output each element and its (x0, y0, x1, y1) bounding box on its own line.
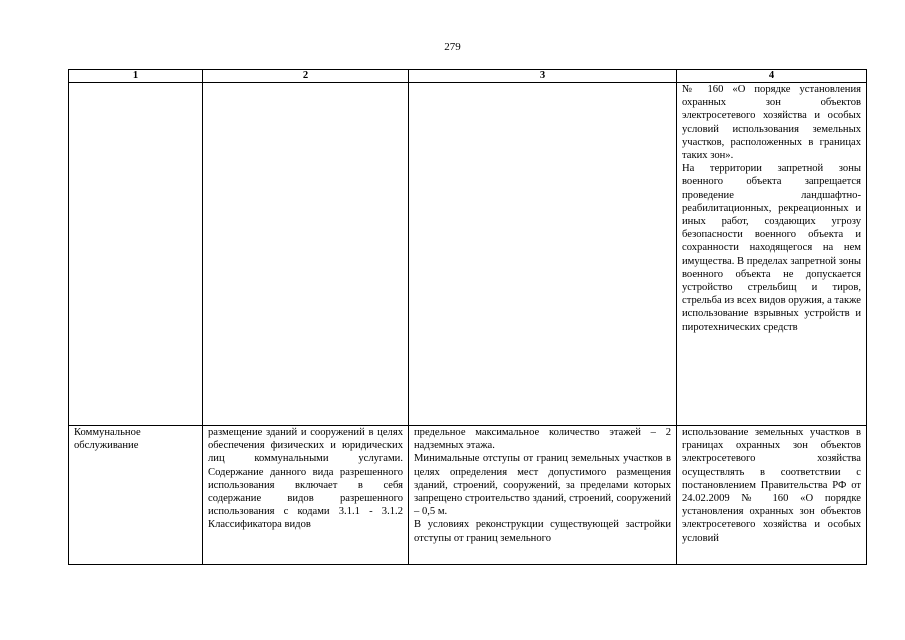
column-header-4: 4 (677, 70, 867, 83)
land-use-table (68, 69, 867, 565)
table-cell-restrictions (677, 426, 867, 565)
paragraph: предельное максимальное количество этажей – 2 надземных этажа. (414, 427, 671, 452)
paragraph: Коммунальное обслуживание (74, 427, 141, 452)
column-header-3: 3 (409, 70, 677, 83)
table-cell-description (203, 426, 409, 565)
column-header-2: 2 (203, 70, 409, 83)
table-cell-use-type (69, 83, 203, 426)
page-number: 279 (444, 41, 461, 53)
table-row (69, 83, 867, 426)
paragraph: размещение зданий и сооружений в целях обеспечения физических и юридических лиц коммунальными услугами. Содержание данного вида разрешенного использования включает в себя содержание видов разрешенного использования с кодами 3.1.1 - 3.1.2 Классификатора видов (208, 427, 403, 531)
table-row (69, 426, 867, 565)
paragraph: На территории запретной зоны военного объекта запрещается проведение ландшафтно-реабилитационных, рекреационных и иных работ, создающих угрозу безопасности военного объекта и сохранности находящегося на нем имущества. В пределах запретной зоны военного объекта не допускается устройство стрельбищ и тиров, стрельба из всех видов оружия, а также использование взрывных устройств и пиротехнических средств (682, 163, 861, 333)
paragraph: № 160 «О порядке установления охранных зон объектов электросетевого хозяйства и особых условий использования земельных участков, расположенных в границах таких зон». (682, 84, 861, 162)
paragraph: В условиях реконструкции существующей застройки отступы от границ земельного (414, 519, 671, 544)
table-cell-parameters (409, 426, 677, 565)
table-cell-restrictions (677, 83, 867, 426)
paragraph: использование земельных участков в границах охранных зон объектов электросетевого хозяйства осуществлять в соответствии с постановлением Правительства РФ от 24.02.2009 № 160 «О порядке установления охранных зон объектов электросетевого хозяйства и особых условий (682, 427, 861, 544)
table-cell-parameters (409, 83, 677, 426)
table-cell-use-type (69, 426, 203, 565)
table-header-row (69, 70, 867, 83)
table-cell-description (203, 83, 409, 426)
paragraph: Минимальные отступы от границ земельных участков в целях определения мест допустимого размещения зданий, строений, сооружений, за пределами которых запрещено строительство зданий, строений, сооружений – 0,5 м. (414, 453, 671, 518)
column-header-1: 1 (69, 70, 203, 83)
